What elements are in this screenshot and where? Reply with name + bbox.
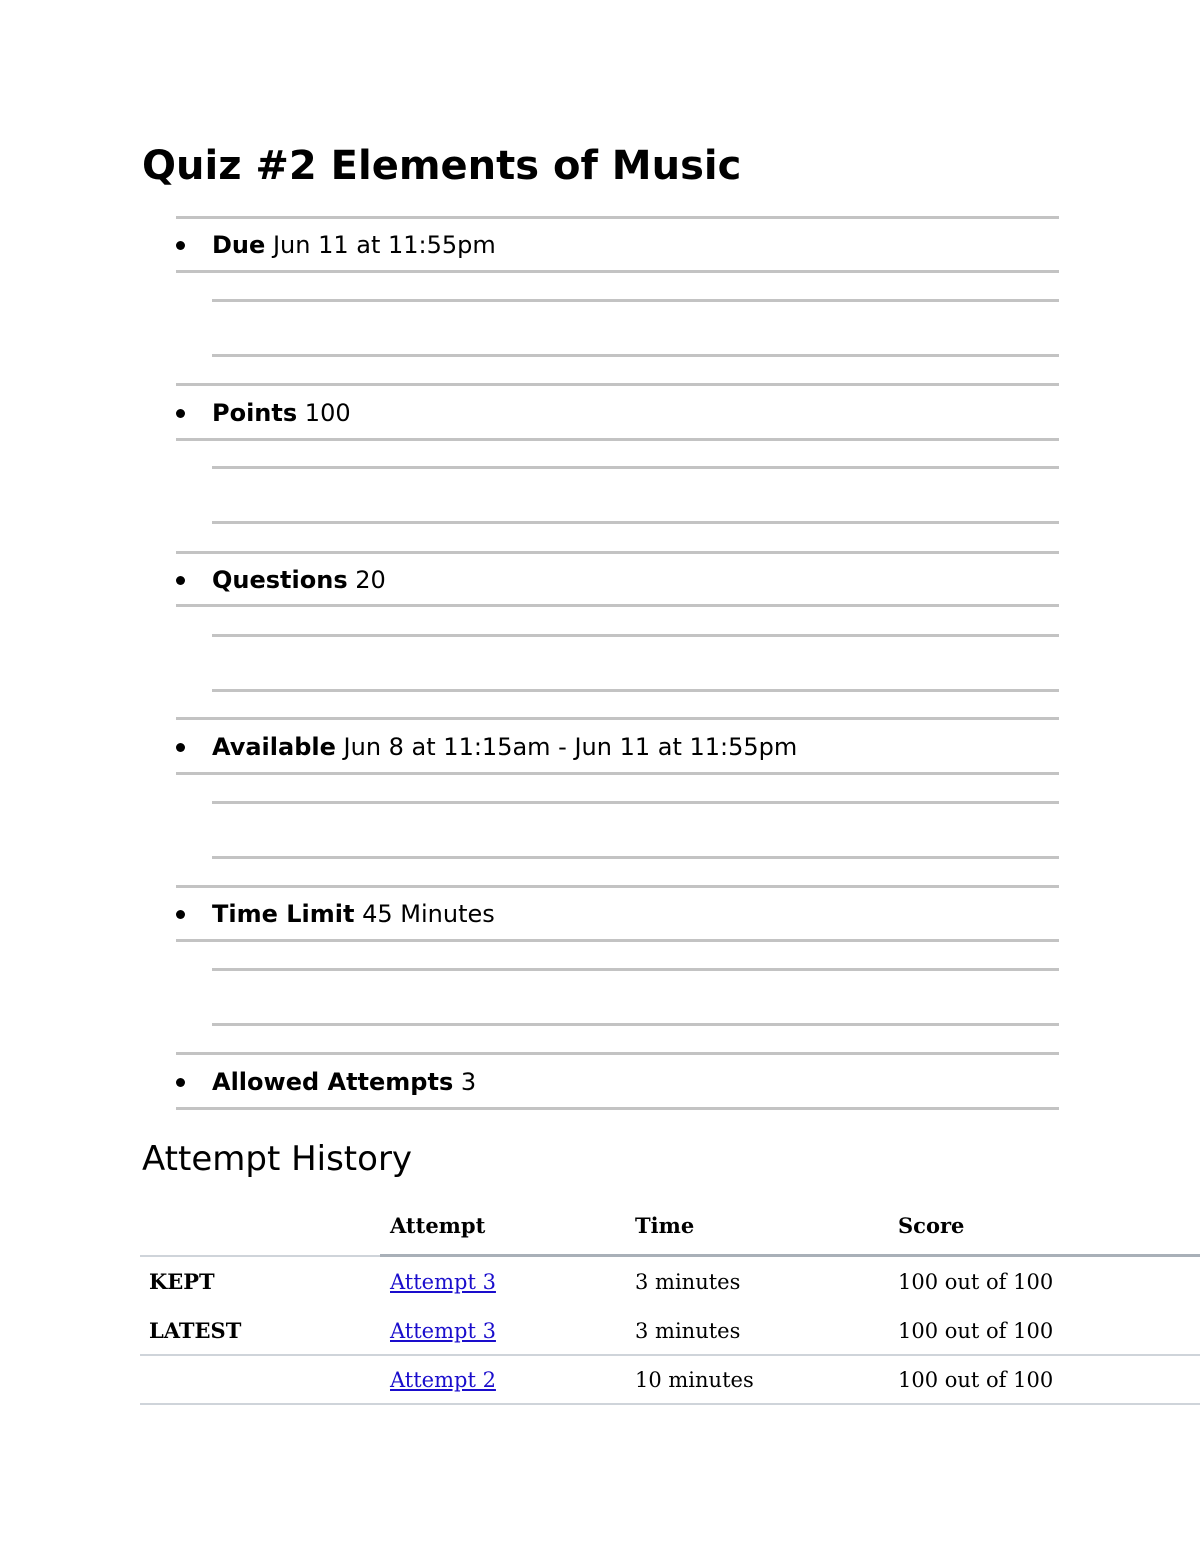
divider <box>176 885 1059 888</box>
divider <box>212 466 1059 469</box>
divider <box>176 270 1059 273</box>
detail-label: Allowed Attempts <box>212 1068 454 1096</box>
detail-label: Questions <box>212 566 348 594</box>
divider <box>212 634 1059 637</box>
divider <box>212 299 1059 302</box>
divider <box>212 521 1059 524</box>
attempt-link[interactable]: Attempt 3 <box>390 1319 496 1343</box>
detail-value: Jun 8 at 11:15am - Jun 11 at 11:55pm <box>343 733 798 761</box>
table-divider <box>140 1255 380 1257</box>
table-divider <box>140 1403 1200 1405</box>
divider <box>212 801 1059 804</box>
detail-label: Available <box>212 733 336 761</box>
detail-value: 20 <box>355 566 386 594</box>
divider <box>176 383 1059 386</box>
divider <box>176 939 1059 942</box>
bullet-icon <box>176 743 185 752</box>
bullet-icon <box>176 1078 185 1087</box>
attempt-score: 100 out of 100 <box>898 1270 1054 1294</box>
attempt-time: 3 minutes <box>635 1319 741 1343</box>
attempt-history-heading: Attempt History <box>142 1139 413 1179</box>
attempt-score: 100 out of 100 <box>898 1319 1054 1343</box>
attempt-link[interactable]: Attempt 2 <box>390 1368 496 1392</box>
divider <box>176 604 1059 607</box>
detail-label: Points <box>212 399 298 427</box>
divider <box>176 438 1059 441</box>
page-title: Quiz #2 Elements of Music <box>142 143 742 189</box>
attempt-link[interactable]: Attempt 3 <box>390 1270 496 1294</box>
bullet-icon <box>176 576 185 585</box>
table-divider <box>380 1254 1200 1257</box>
divider <box>212 1023 1059 1026</box>
divider <box>176 717 1059 720</box>
column-header-attempt: Attempt <box>390 1213 486 1238</box>
divider <box>212 856 1059 859</box>
column-header-time: Time <box>635 1213 695 1238</box>
detail-value: 3 <box>460 1068 477 1096</box>
divider <box>176 216 1059 219</box>
bullet-icon <box>176 241 185 250</box>
attempt-time: 3 minutes <box>635 1270 741 1294</box>
divider <box>212 968 1059 971</box>
detail-value: 45 Minutes <box>362 900 495 928</box>
attempt-score: 100 out of 100 <box>898 1368 1054 1392</box>
table-divider <box>140 1354 1200 1356</box>
detail-value: 100 <box>304 399 351 427</box>
divider <box>176 772 1059 775</box>
row-status: LATEST <box>149 1318 242 1343</box>
bullet-icon <box>176 910 185 919</box>
bullet-icon <box>176 409 185 418</box>
divider <box>176 1052 1059 1055</box>
column-header-score: Score <box>898 1213 965 1238</box>
divider <box>212 689 1059 692</box>
attempt-time: 10 minutes <box>635 1368 754 1392</box>
detail-value: Jun 11 at 11:55pm <box>272 231 496 259</box>
divider <box>212 354 1059 357</box>
divider <box>176 551 1059 554</box>
detail-label: Due <box>212 231 266 259</box>
divider <box>176 1107 1059 1110</box>
detail-label: Time Limit <box>212 900 355 928</box>
row-status: KEPT <box>149 1269 215 1294</box>
